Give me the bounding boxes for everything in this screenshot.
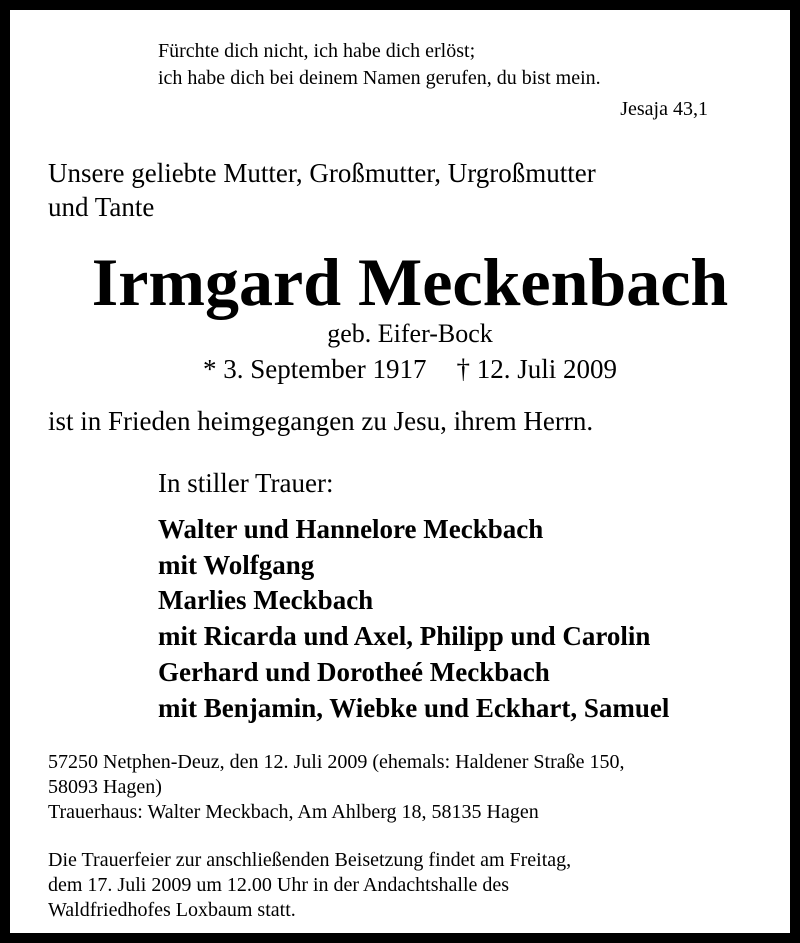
maiden-name: geb. Eifer-Bock xyxy=(327,319,493,348)
deceased-name: Irmgard Meckenbach xyxy=(91,244,729,320)
mourner-line: Walter und Hannelore Meckbach xyxy=(158,514,544,544)
verse-line-2: ich habe dich bei deinem Namen gerufen, du bist mein. xyxy=(158,67,601,89)
address-info xyxy=(48,750,625,825)
verse-reference: Jesaja 43,1 xyxy=(620,98,708,120)
intro-line-2: und Tante xyxy=(48,192,155,222)
mourner-line: Marlies Meckbach xyxy=(158,585,374,616)
statement-text: ist in Frieden heimgegangen zu Jesu, ihrem Herrn. xyxy=(48,406,594,436)
birth-date: * 3. September 1917 xyxy=(203,354,427,384)
mourner-line: mit Wolfgang xyxy=(158,549,315,580)
place-line-1: 57250 Netphen-Deuz, den 12. Juli 2009 (ehemals: Haldener Straße 150, xyxy=(48,751,625,773)
mourner-line: Gerhard und Dorotheé Meckbach xyxy=(158,656,550,687)
intro-text xyxy=(48,156,596,224)
life-dates xyxy=(10,352,800,386)
mourners-list xyxy=(158,512,669,726)
mourning-house: Trauerhaus: Walter Meckbach, Am Ahlberg 18, 58135 Hagen xyxy=(48,801,539,823)
mourner-line: mit Ricarda und Axel, Philipp und Carolin xyxy=(158,621,651,652)
ceremony-line-2: dem 17. Juli 2009 um 12.00 Uhr in der Andachtshalle des xyxy=(48,874,510,896)
bible-verse xyxy=(158,38,601,92)
ceremony-line-1: Die Trauerfeier zur anschließenden Beisetzung findet am Freitag, xyxy=(48,849,572,871)
mourning-label: In stiller Trauer: xyxy=(158,468,334,498)
place-line-2: 58093 Hagen) xyxy=(48,776,162,798)
death-date: † 12. Juli 2009 xyxy=(456,354,617,384)
mourner-line: mit Benjamin, Wiebke und Eckhart, Samuel xyxy=(158,692,670,723)
intro-line-1: Unsere geliebte Mutter, Großmutter, Urgroßmutter xyxy=(48,158,596,188)
verse-line-1: Fürchte dich nicht, ich habe dich erlöst; xyxy=(158,40,476,62)
funeral-ceremony-info xyxy=(48,848,571,923)
ceremony-line-3: Waldfriedhofes Loxbaum statt. xyxy=(48,899,296,921)
